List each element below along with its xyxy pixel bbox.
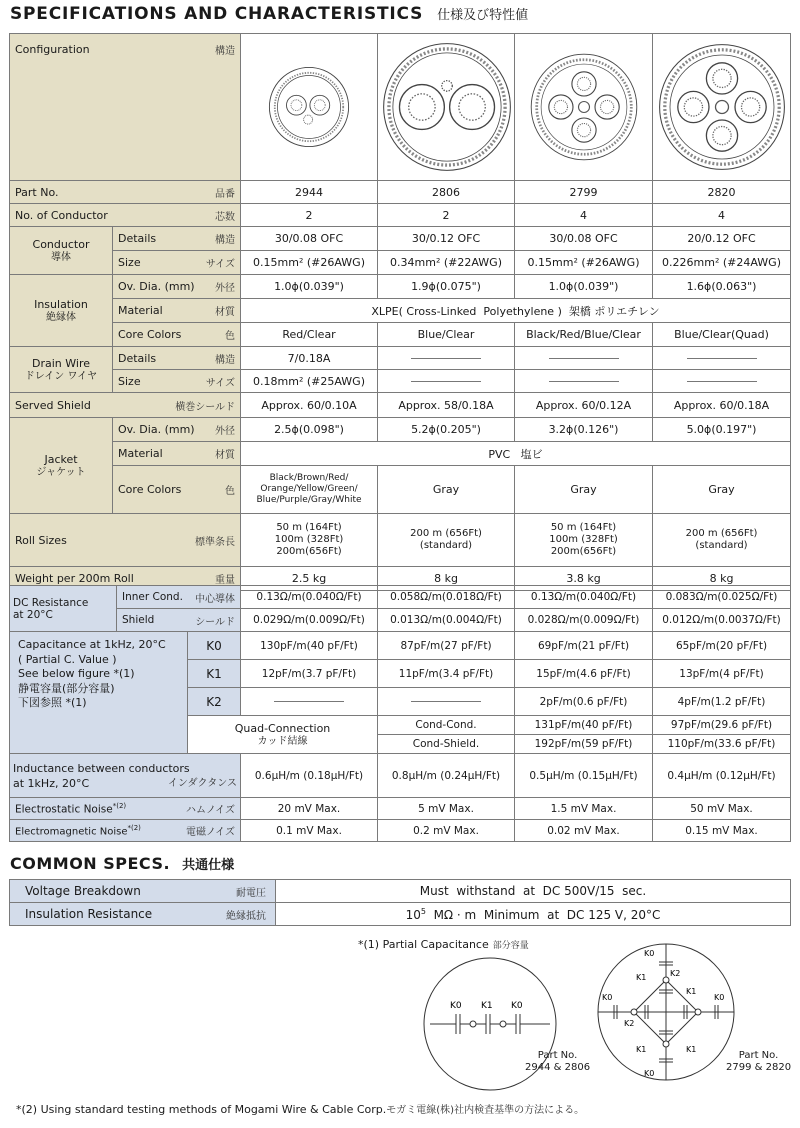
cross-section-2820 [653, 34, 791, 181]
jacket-material-row: Material 材質 PVC 塩ビ [10, 442, 791, 466]
k0-label: K0 [450, 1001, 462, 1011]
drain-details-row: Drain Wire ドレイン ワイヤ Details 構造 7/0.18A [10, 347, 791, 370]
drain-size-row: Size サイズ 0.18mm² (#25AWG) [10, 370, 791, 393]
spec-table [9, 33, 791, 591]
footnote: *(2) Using standard testing methods of Mogami Wire & Cable Corp.モガミ電線(株)社内検査基準の方法による。 [16, 1103, 585, 1116]
common-specs-title: COMMON SPECS. 共通仕様 [10, 854, 235, 873]
k0-label: K0 [511, 1001, 523, 1011]
figure-title: *(1) Partial Capacitance 部分容量 [358, 938, 529, 951]
na-dash [411, 701, 481, 702]
conductor-count-row: No. of Conductor 芯数 2 2 4 4 [10, 204, 791, 227]
jacket-colors-row: Core Colors 色 Black/Brown/Red/ Orange/Yellow/Green/ Blue/Purple/Gray/White Gray Gray Gray [10, 466, 791, 514]
conductor-size-row: Size サイズ 0.15mm² (#26AWG) 0.34mm² (#22AWG) 0.15mm² (#26AWG) 0.226mm² (#24AWG) [10, 251, 791, 275]
cross-section-2799 [515, 34, 653, 181]
title-en: SPECIFICATIONS AND CHARACTERISTICS [10, 4, 424, 24]
voltage-row: Voltage Breakdown 耐電圧 Must withstand at DC 500V/15 sec. [10, 880, 791, 903]
na-dash [274, 701, 344, 702]
cap-k2-row: K2 2pF/m(0.6 pF/Ft) 4pF/m(1.2 pF/Ft) [10, 688, 791, 716]
insulation-material-row: Material 材質 XLPE( Cross-Linked Polyethylene ) 架橋 ポリエチレン [10, 299, 791, 323]
k0-label: K0 [602, 993, 613, 1002]
na-dash [411, 381, 481, 382]
cap-cond-shield-row: Cond-Shield. 192pF/m(59 pF/Ft) 110pF/m(33.6 pF/Ft) [10, 735, 791, 754]
common-specs-table [9, 879, 791, 926]
na-dash [549, 358, 619, 359]
dc-inner-row: DC Resistance at 20°C Inner Cond. 中心導体 0.13Ω/m(0.040Ω/Ft) 0.058Ω/m(0.018Ω/Ft) 0.13Ω/m(0.040Ω/Ft) 0.083Ω/m(0.025Ω/Ft) [10, 586, 791, 609]
k0-label: K0 [644, 1069, 655, 1078]
na-dash [411, 358, 481, 359]
four-conductor-diagram [596, 942, 736, 1082]
served-shield-row: Served Shield 横巻シールド Approx. 60/0.10A Approx. 58/0.18A Approx. 60/0.12A Approx. 60/0.18A [10, 393, 791, 418]
k1-label: K1 [686, 987, 697, 996]
weight-row: Weight per 200m Roll 重量 2.5 kg 8 kg 3.8 kg 8 kg [10, 567, 791, 591]
configuration-label: Configuration 構造 [15, 43, 236, 57]
roll-sizes-row: Roll Sizes 標準条長 50 m (164Ft) 100m (328Ft) 200m(656Ft) 200 m (656Ft) (standard) 50 m (164Ft) 100m (328Ft) 200m(656Ft) 200 m (656Ft) (standard) [10, 514, 791, 567]
na-dash [687, 381, 757, 382]
k2-label: K2 [624, 1019, 635, 1028]
na-dash [549, 381, 619, 382]
cross-section-2806 [378, 34, 515, 181]
k1-label: K1 [686, 1045, 697, 1054]
jacket-diameter-row: Jacket ジャケット Ov. Dia. (mm) 外径 2.5ϕ(0.098") 5.2ϕ(0.205") 3.2ϕ(0.126") 5.0ϕ(0.197") [10, 418, 791, 442]
configuration-row [10, 34, 791, 181]
k2-label: K2 [670, 969, 681, 978]
na-dash [687, 358, 757, 359]
conductor-details-row: Conductor 導体 Details 構造 30/0.08 OFC 30/0.12 OFC 30/0.08 OFC 20/0.12 OFC [10, 227, 791, 251]
right-part-label: Part No. 2799 & 2820 [726, 1050, 792, 1073]
partial-capacitance-figure [0, 930, 800, 1100]
dc-shield-row: Shield シールド 0.029Ω/m(0.009Ω/Ft) 0.013Ω/m(0.004Ω/Ft) 0.028Ω/m(0.009Ω/Ft) 0.012Ω/m(0.0037Ω/Ft) [10, 609, 791, 632]
insulation-resistance-row: Insulation Resistance 絶縁抵抗 $10^5$ MΩ · m Minimum at DC 125 V, 20°C [10, 903, 791, 926]
cap-k0-row: Capacitance at 1kHz, 20°C ( Partial C. Value ) See below figure *(1) 静電容量(部分容量) 下図参照 *(1) K0 130pF/m(40 pF/Ft) 87pF/m(27 pF/Ft) 69pF/m(21 pF/Ft) 65pF/m(20 pF/Ft) [10, 632, 791, 660]
insulation-diameter-row: Insulation 絶縁体 Ov. Dia. (mm) 外径 1.0ϕ(0.039") 1.9ϕ(0.075") 1.0ϕ(0.039") 1.6ϕ(0.063") [10, 275, 791, 299]
cross-section-2944 [241, 34, 378, 181]
k0-label: K0 [714, 993, 725, 1002]
cap-cond-cond-row: Quad-Connection カッド結線 Cond-Cond. 131pF/m(40 pF/Ft) 97pF/m(29.6 pF/Ft) [10, 716, 791, 735]
electrical-table [9, 585, 791, 842]
k1-label: K1 [636, 1045, 647, 1054]
insulation-colors-row: Core Colors 色 Red/Clear Blue/Clear Black/Red/Blue/Clear Blue/Clear(Quad) [10, 323, 791, 347]
k0-label: K0 [644, 949, 655, 958]
part-no-row: Part No. 品番 2944 2806 2799 2820 [10, 181, 791, 204]
page-title [10, 4, 528, 24]
title-jp: 仕様及び特性値 [437, 8, 529, 23]
electrostatic-noise-row: Electrostatic Noise$^{*(2)}$ ハムノイズ 20 mV Max. 5 mV Max. 1.5 mV Max. 50 mV Max. [10, 798, 791, 820]
electromagnetic-noise-row: Electromagnetic Noise$^{*(2)}$ 電磁ノイズ 0.1 mV Max. 0.2 mV Max. 0.02 mV Max. 0.15 mV Max. [10, 820, 791, 842]
k1-label: K1 [481, 1001, 493, 1011]
k1-label: K1 [636, 973, 647, 982]
left-part-label: Part No. 2944 & 2806 [525, 1050, 591, 1073]
cap-k1-row: K1 12pF/m(3.7 pF/Ft) 11pF/m(3.4 pF/Ft) 15pF/m(4.6 pF/Ft) 13pF/m(4 pF/Ft) [10, 660, 791, 688]
inductance-row: Inductance between conductors at 1kHz, 20°C インダクタンス 0.6μH/m (0.18μH/Ft) 0.8μH/m (0.24μH/Ft) 0.5μH/m (0.15μH/Ft) 0.4μH/m (0.12μH/Ft) [10, 754, 791, 798]
